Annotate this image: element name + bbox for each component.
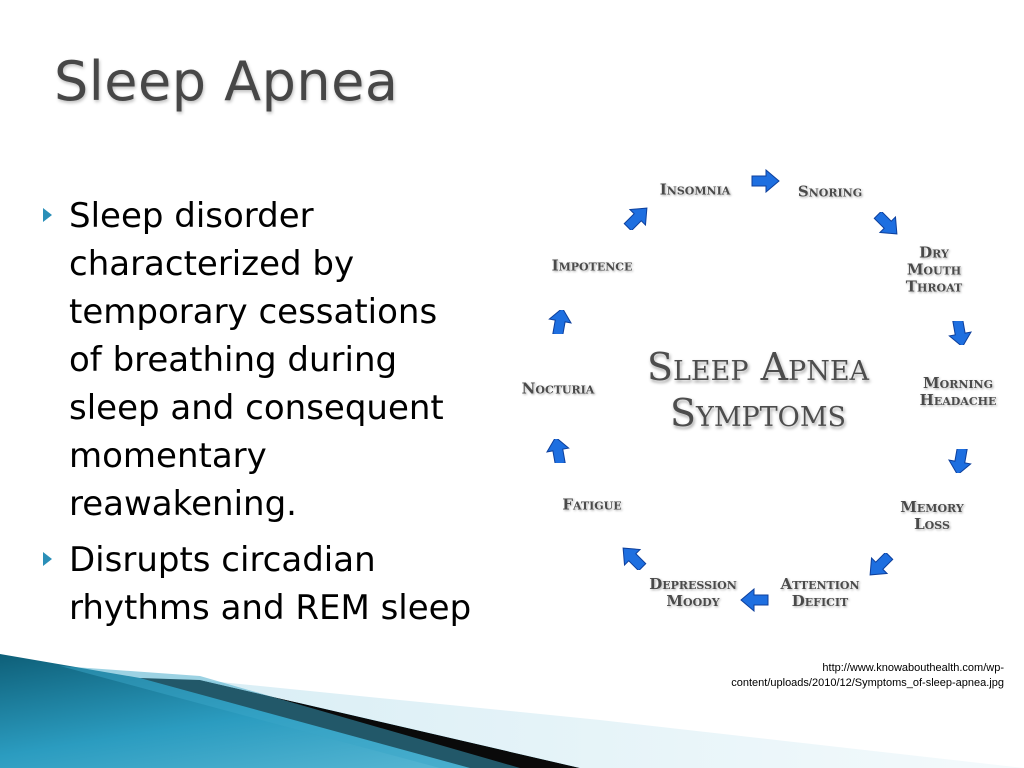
bullet-arrow-icon [43,208,52,222]
symptom-label-dry-mouth-throat: Dry Mouth Throat [905,243,963,296]
arrow-icon [740,588,770,612]
symptom-label-attention-deficit: Attention Deficit [780,575,860,610]
bullet-item [40,536,520,632]
symptom-label-morning-headache: Morning Headache [919,374,997,409]
arrow-icon [618,546,648,570]
bullet-arrow-icon [43,552,52,566]
bullet-text: Sleep disorder characterized by temporary cessations of breathing during sleep and consequent momentary reawakening. [69,196,444,524]
arrow-icon [545,310,575,334]
symptom-label-fatigue: Fatigue [562,495,622,514]
arrow-icon [865,553,895,577]
bullet-text: Disrupts circadian rhythms and REM sleep [69,540,472,628]
arrow-icon [945,321,975,345]
arrow-icon [945,449,975,473]
slide-title: Sleep Apnea [54,50,399,113]
symptom-label-insomnia: Insomnia [659,180,731,199]
arrow-icon [543,439,573,463]
symptom-label-snoring: Snoring [797,182,863,201]
arrow-icon [750,169,780,193]
bullet-item [40,192,520,528]
diagram-center-title: Sleep Apnea Symptoms [646,345,870,435]
symptoms-diagram [490,140,1024,640]
symptom-label-depression-moody: Depression Moody [649,575,737,610]
arrow-icon [622,206,652,230]
symptom-label-nocturia: Nocturia [521,379,595,398]
symptom-label-memory-loss: Memory Loss [900,498,964,533]
footer-decoration [0,640,1024,768]
bullet-list [40,192,520,640]
source-citation: http://www.knowabouthealth.com/wp- content/uploads/2010/12/Symptoms_of-sleep-apnea.jpg [731,662,1004,689]
symptom-label-impotence: Impotence [551,256,633,275]
arrow-icon [872,212,902,236]
